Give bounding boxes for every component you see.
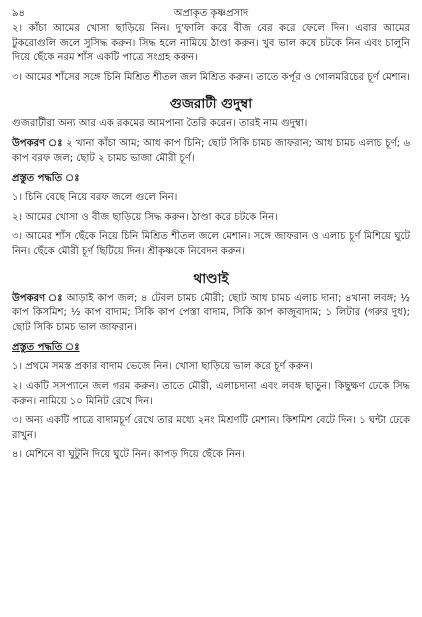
ingredients-label: উপকরণ ঃ — [12, 137, 63, 149]
step-paragraph: ১। চিনি বেছে নিয়ে বরফ জলে গুলে নিন। — [12, 192, 178, 204]
step-paragraph: ৩। আমের শাঁসের সঙ্গে চিনি মিশ্রিত শীতল জল মিশ্রিত করুন। তাতে কর্পূর ও গোলমরিচের চূর্ণ মেশান। — [12, 71, 410, 83]
ingredients-text: আড়াই কাপ জল; ৪ টেবল চামচ মৌরী; ছোট আধ চামচ এলাচ দানা; ৪খানা লবঙ্গ; ½ কাপ কিসমিশ; ½ কাপ বাদাম; সিকি কাপ পেস্তা বাদাম, সিকি কাপ কাজুবাদাম; ১ লিটার (গরুর দুধ); ছোট সিকি চামচ ভাল জাফরান। — [12, 292, 410, 333]
step-paragraph: ২। একটি সসপ্যানে জল গরম করুন। তাতে মৌরী, এলাচদানা এবং লবঙ্গ ছাড়ুন। কিছুক্ষণ ঢেকে সিদ্ধ করুন। নামিয়ে ১০ মিনিট রেখে দিন। — [12, 380, 410, 407]
recipe-title: থাণ্ডাই — [193, 270, 229, 287]
method-heading: প্রস্তুত পদ্ধতি ঃ — [12, 342, 80, 354]
ingredients-label: উপকরণ ঃ — [12, 292, 64, 304]
step-paragraph: ২। কাঁচা আমের খোসা ছাড়িয়ে নিন। দু'ফালি করে বীজ বের করে ফেলে দিন। এবার আমের টুকরোগুলি জলে সুসিদ্ধ করুন। সিদ্ধ হলে নামিয়ে ঠাণ্ডা করুন। খুব ভাল কষে চটকে নিন এবং চালুনি দিয়ে ছেঁকে নরম শাঁস একটি পাত্রে সংগ্রহ করুন। — [12, 23, 410, 64]
ingredients-text: ২ খানা কাঁচা আম; আধ কাপ চিনি; ছোট সিকি চামচ জাফরান; আধ চামচ এলাচ চূর্ণ; ৬ কাপ বরফ জল; ছোট ২ চামচ ভাজা মৌরী চূর্ণ। — [12, 137, 410, 164]
running-title: অপ্রাকৃত কৃষ্ণপ্রসাদ — [173, 8, 249, 19]
step-paragraph: ৩। আমের শাঁস ছেঁকে নিয়ে চিনি মিশ্রিত শীতল জলে মেশান। সঙ্গে জাফরান ও এলাচ চূর্ণ মিশিয়ে ঘুটে নিন। ছেঁকে মৌরী চূর্ণ ছিটিয়ে দিন। শ্রীকৃষ্ণকে নিবেদন করুন। — [12, 231, 410, 257]
step-paragraph: ২। আমের খোসা ও বীজ ছাড়িয়ে সিদ্ধ করুন। ঠাণ্ডা করে চটকে নিন। — [12, 211, 278, 223]
ingredients-paragraph — [12, 137, 410, 166]
ingredients-paragraph — [12, 292, 410, 336]
recipe-intro: গুজরাটীরা অন্য আর এক রকমের আমপানা তৈরি করেন। তারই নাম গুদুম্বা। — [12, 118, 308, 130]
step-paragraph: ৩। অন্য একটি পাত্রে বাদামচূর্ণ রেখে তার মধ্যে ২নং মিশ্রণটি মেশান। কিশমিশ বেটে দিন। ১ ঘন্টা ঢেকে রাখুন। — [12, 415, 410, 441]
step-paragraph: ৪। মেশিনে বা ঘুটুনি দিয়ে ঘুটে নিন। কাপড় দিয়ে ছেঁকে নিন। — [12, 449, 245, 461]
recipe-title: গুজরাটী গুদুম্বা — [169, 96, 253, 113]
method-heading: প্রস্তুত পদ্ধতি ঃ — [12, 173, 80, 185]
step-paragraph: ১। প্রথমে সমস্ত প্রকার বাদাম ভেজে নিন। খোসা ছাড়িয়ে ভাল করে চূর্ণ করুন। — [12, 361, 313, 373]
page-number: ৯৪ — [12, 8, 25, 19]
page-header — [12, 6, 410, 22]
